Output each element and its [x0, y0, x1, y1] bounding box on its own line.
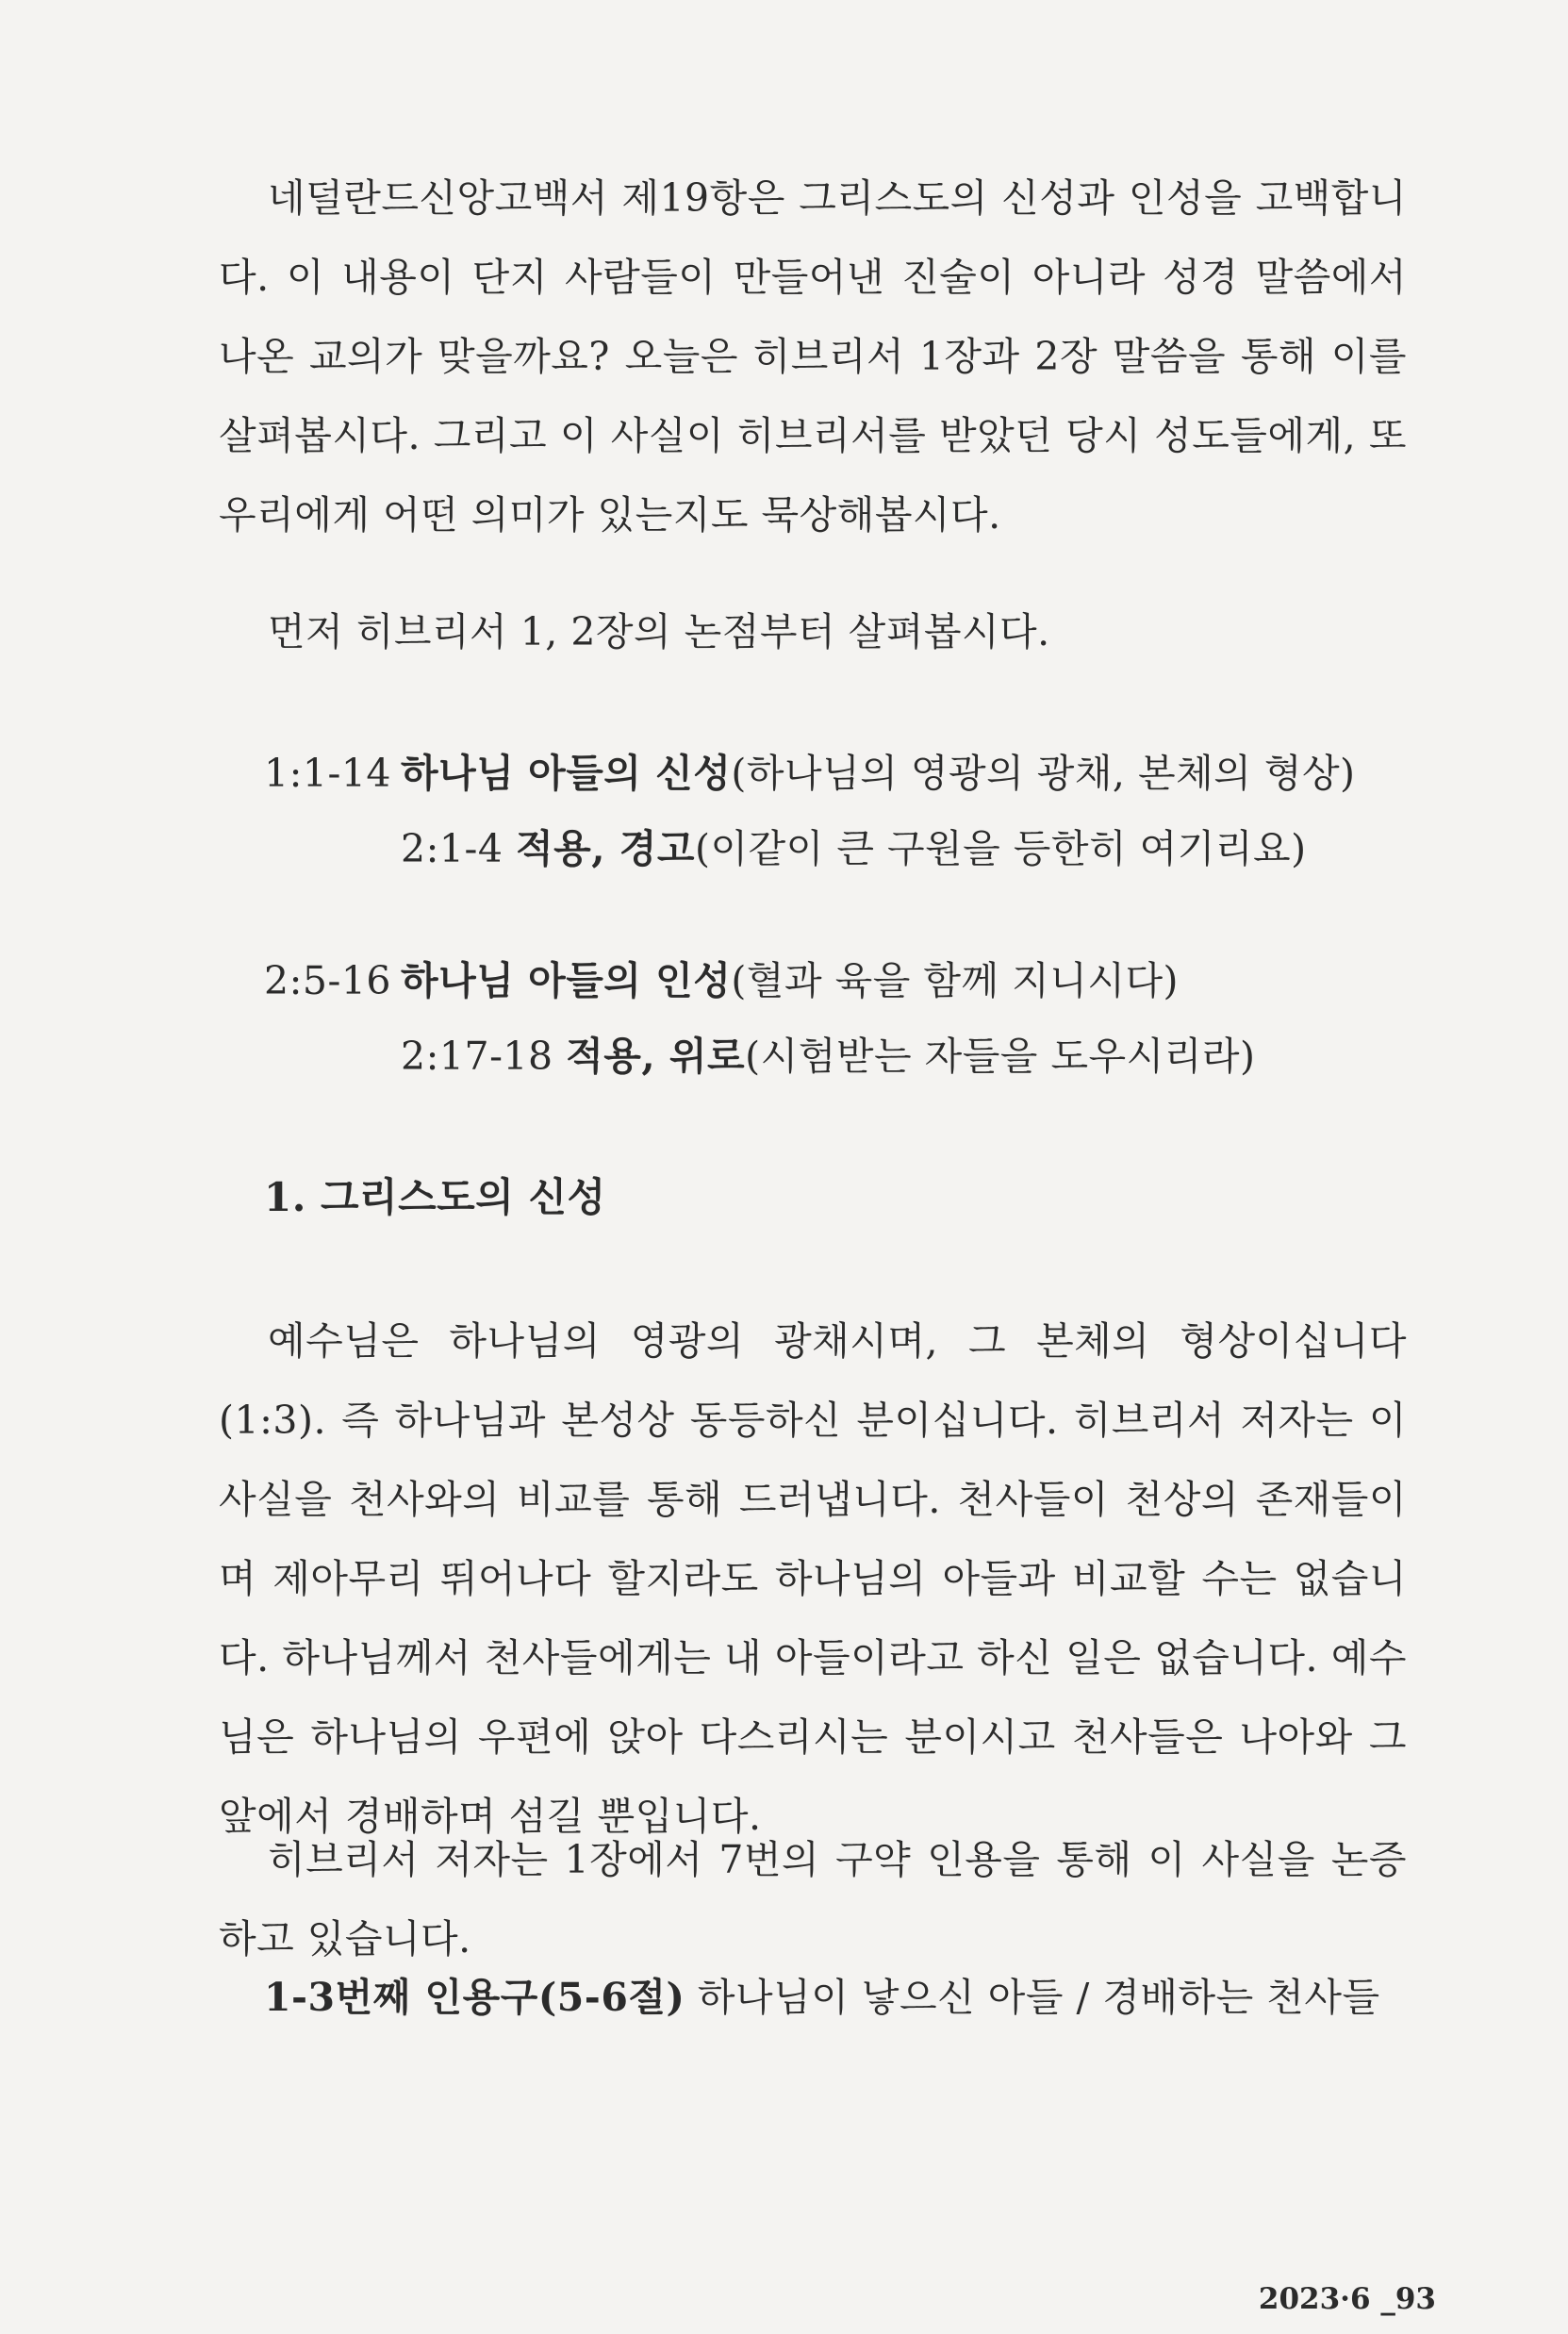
outline-title: 하나님 아들의 신성: [401, 751, 732, 796]
outline-apply-ref: 2:17-18: [401, 1034, 553, 1079]
quote-item: [264, 1969, 1380, 2026]
outline-divinity-application-row: [401, 820, 1307, 877]
outline-ref: 2:5-16: [264, 958, 392, 1003]
divinity-paragraph: 예수님은 하나님의 영광의 광채시며, 그 본체의 형상이십니다(1:3). 즉 하나님과 본성상 동등하신 분이십니다. 히브리서 저자는 이 사실을 천사와의 비교를 통해 드러냅니다. 천사들이 천상의 존재들이며 제아무리 뛰어나다 할지라도 하나님의 아들과 비교할 수는 없습니다. 하나님께서 천사들에게는 내 아들이라고 하신 일은 없습니다. 예수님은 하나님의 우편에 앉아 다스리시는 분이시고 천사들은 나아와 그 앞에서 경배하며 섬길 뿐입니다.: [219, 1318, 1407, 1839]
outline-detail: (혈과 육을 함께 지니시다): [731, 958, 1180, 1003]
issue-date: 2023·6: [1258, 2282, 1371, 2316]
outline-apply-title: 적용, 위로: [566, 1034, 746, 1079]
outline-ref: 1:1-14: [264, 751, 392, 796]
overview-paragraph: 먼저 히브리서 1, 2장의 논점부터 살펴봅시다.: [268, 609, 1050, 654]
outline-detail: (하나님의 영광의 광채, 본체의 형상): [731, 751, 1356, 796]
outline-apply-detail: (시험받는 자들을 도우시리라): [745, 1034, 1256, 1079]
intro-paragraph: 네덜란드신앙고백서 제19항은 그리스도의 신성과 인성을 고백합니다. 이 내용이 단지 사람들이 만들어낸 진술이 아니라 성경 말씀에서 나온 교의가 맞을까요? 오늘은 히브리서 1장과 2장 말씀을 통해 이를 살펴봅시다. 그리고 이 사실이 히브리서를 받았던 당시 성도들에게, 또 우리에게 어떤 의미가 있는지도 묵상해봅시다.: [219, 175, 1407, 538]
outline-apply-title: 적용, 경고: [515, 826, 695, 871]
outline-apply-detail: (이같이 큰 구원을 등한히 여기리요): [694, 826, 1307, 871]
page-number: _93: [1380, 2282, 1436, 2316]
outline-apply-ref: 2:1-4: [401, 826, 503, 871]
page-footer: [1259, 2280, 1436, 2318]
quote-item-label: 1-3번째 인용구(5-6절): [264, 1975, 685, 2020]
outline-title: 하나님 아들의 인성: [401, 958, 732, 1003]
quote-item-text: 하나님이 낳으신 아들 / 경배하는 천사들: [697, 1975, 1380, 2020]
outline-humanity-application-row: [401, 1028, 1255, 1084]
outline-body: [401, 952, 1179, 1009]
section-heading: 1. 그리스도의 신성: [264, 1174, 606, 1220]
outline-body: [401, 745, 1356, 802]
quotes-paragraph: 히브리서 저자는 1장에서 7번의 구약 인용을 통해 이 사실을 논증하고 있습니다.: [219, 1837, 1407, 1962]
